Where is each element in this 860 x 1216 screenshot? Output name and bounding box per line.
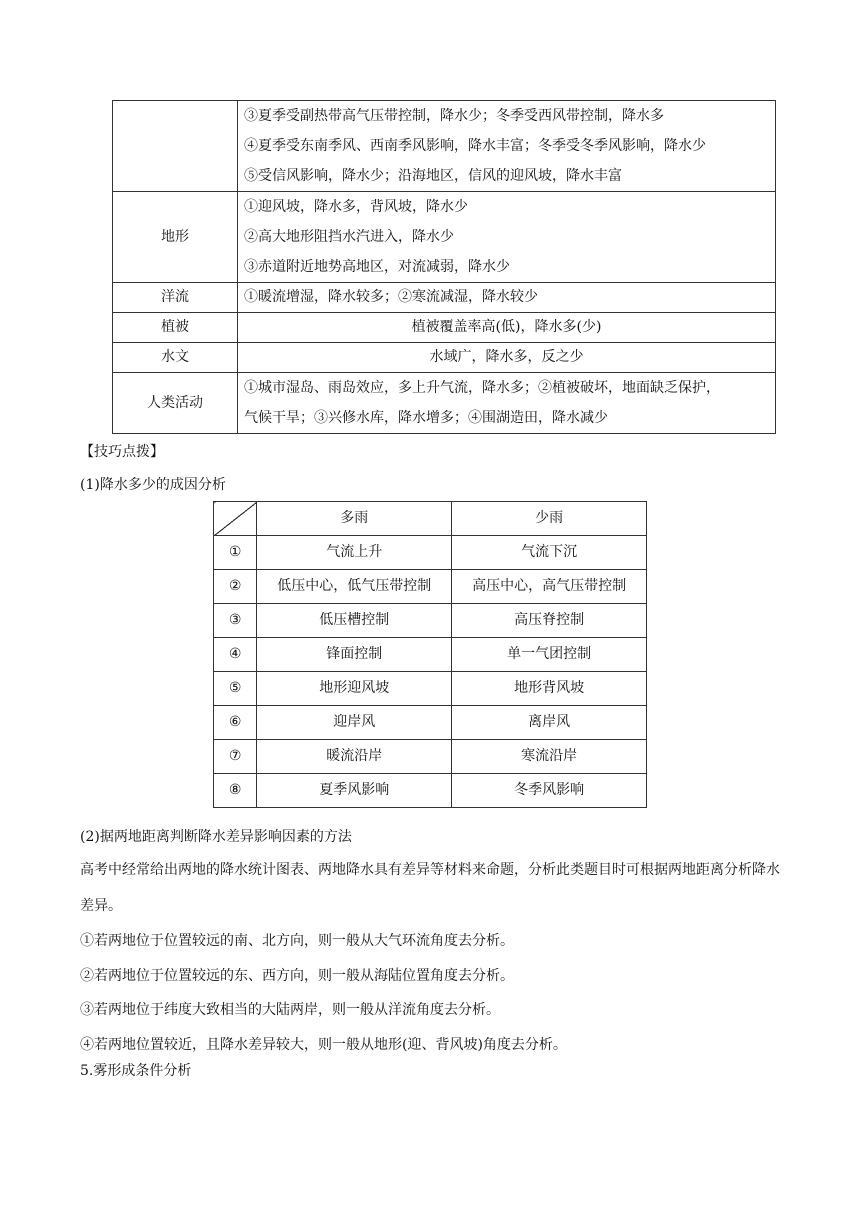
method-3: ③若两地位于纬度大致相当的大陆两岸，则一般从洋流角度去分析。: [80, 1002, 500, 1018]
row-number: ⑧: [214, 774, 257, 808]
climate-line-5: ⑤受信风影响，降水少；沿海地区，信风的迎风坡，降水丰富: [244, 168, 622, 184]
diagonal-header-cell: [214, 502, 257, 536]
climate-line-3: ③夏季受副热带高气压带控制，降水少；冬季受西风带控制，降水多: [244, 108, 664, 124]
table-row: [113, 192, 776, 283]
factor-label-vegetation: 植被: [113, 313, 238, 343]
table-row: [113, 373, 776, 434]
tips-heading: 【技巧点拨】: [80, 444, 164, 460]
table-row: [214, 604, 647, 638]
row-number: ⑦: [214, 740, 257, 774]
row-number: ②: [214, 570, 257, 604]
method-1: ①若两地位于位置较远的南、北方向，则一般从大气环流角度去分析。: [80, 933, 514, 949]
dry-cell: 高压脊控制: [452, 604, 647, 638]
rainy-cell: 锋面控制: [257, 638, 452, 672]
table-row: [214, 740, 647, 774]
dry-cell: 寒流沿岸: [452, 740, 647, 774]
table-row: [214, 672, 647, 706]
factor-content-current: ①暖流增湿，降水较多；②寒流减湿，降水较少: [238, 283, 776, 313]
factor-content-cell: [238, 101, 776, 192]
row-number: ③: [214, 604, 257, 638]
factor-content-cell: [238, 192, 776, 283]
row-number: ①: [214, 536, 257, 570]
factor-label-human: 人类活动: [113, 373, 238, 434]
factor-content-hydrology: 水域广，降水多，反之少: [238, 343, 776, 373]
rainy-cell: 迎岸风: [257, 706, 452, 740]
table-row: [214, 774, 647, 808]
factor-label-current: 洋流: [113, 283, 238, 313]
factor-content-cell: [238, 373, 776, 434]
terrain-line: ③赤道附近地势高地区，对流减弱，降水少: [244, 259, 510, 275]
dry-cell: 离岸风: [452, 706, 647, 740]
table-row: [113, 101, 776, 192]
rainy-cell: 暖流沿岸: [257, 740, 452, 774]
dry-cell: 气流下沉: [452, 536, 647, 570]
row-number: ⑥: [214, 706, 257, 740]
dry-cell: 单一气团控制: [452, 638, 647, 672]
rainy-cell: 低压中心，低气压带控制: [257, 570, 452, 604]
table-row: [214, 536, 647, 570]
method-2: ②若两地位于位置较远的东、西方向，则一般从海陆位置角度去分析。: [80, 968, 514, 984]
method-4: ④若两地位置较近，且降水差异较大，则一般从地形(迎、背风坡)角度去分析。: [80, 1037, 567, 1053]
factor-label-terrain: 地形: [113, 192, 238, 283]
section-2-title: (2)据两地距离判断降水差异影响因素的方法: [80, 829, 352, 845]
rainy-cell: 地形迎风坡: [257, 672, 452, 706]
precipitation-cause-table: [213, 501, 647, 808]
rainy-cell: 夏季风影响: [257, 774, 452, 808]
climate-line-4: ④夏季受东南季风、西南季风影响，降水丰富；冬季受冬季风影响，降水少: [244, 138, 706, 154]
factor-label-hydrology: 水文: [113, 343, 238, 373]
table-row: [113, 283, 776, 313]
dry-cell: 高压中心，高气压带控制: [452, 570, 647, 604]
dry-cell: 冬季风影响: [452, 774, 647, 808]
intro-paragraph: 高考中经常给出两地的降水统计图表、两地降水具有差异等材料来命题，分析此类题目时可根据两地距离分析降水差异。: [80, 862, 780, 914]
section-5-title: 5.雾形成条件分析: [80, 1063, 192, 1079]
precipitation-factors-table: [112, 100, 776, 434]
table-row: [214, 570, 647, 604]
section-1-title: (1)降水多少的成因分析: [80, 477, 226, 493]
terrain-line: ①迎风坡，降水多，背风坡，降水少: [244, 199, 468, 215]
table-header-row: [214, 502, 647, 536]
table-row: [113, 343, 776, 373]
row-number: ⑤: [214, 672, 257, 706]
column-header-dry: 少雨: [452, 502, 647, 536]
human-line: ①城市湿岛、雨岛效应，多上升气流，降水多；②植被破坏，地面缺乏保护，: [244, 380, 720, 396]
row-number: ④: [214, 638, 257, 672]
factor-content-vegetation: 植被覆盖率高(低)，降水多(少): [238, 313, 776, 343]
table-row: [113, 313, 776, 343]
column-header-rainy: 多雨: [257, 502, 452, 536]
table-row: [214, 706, 647, 740]
factor-label-cell: [113, 101, 238, 192]
rainy-cell: 低压槽控制: [257, 604, 452, 638]
terrain-line: ②高大地形阻挡水汽进入，降水少: [244, 229, 454, 245]
table-row: [214, 638, 647, 672]
human-line: 气候干旱；③兴修水库，降水增多；④围湖造田，降水减少: [244, 410, 608, 426]
rainy-cell: 气流上升: [257, 536, 452, 570]
dry-cell: 地形背风坡: [452, 672, 647, 706]
